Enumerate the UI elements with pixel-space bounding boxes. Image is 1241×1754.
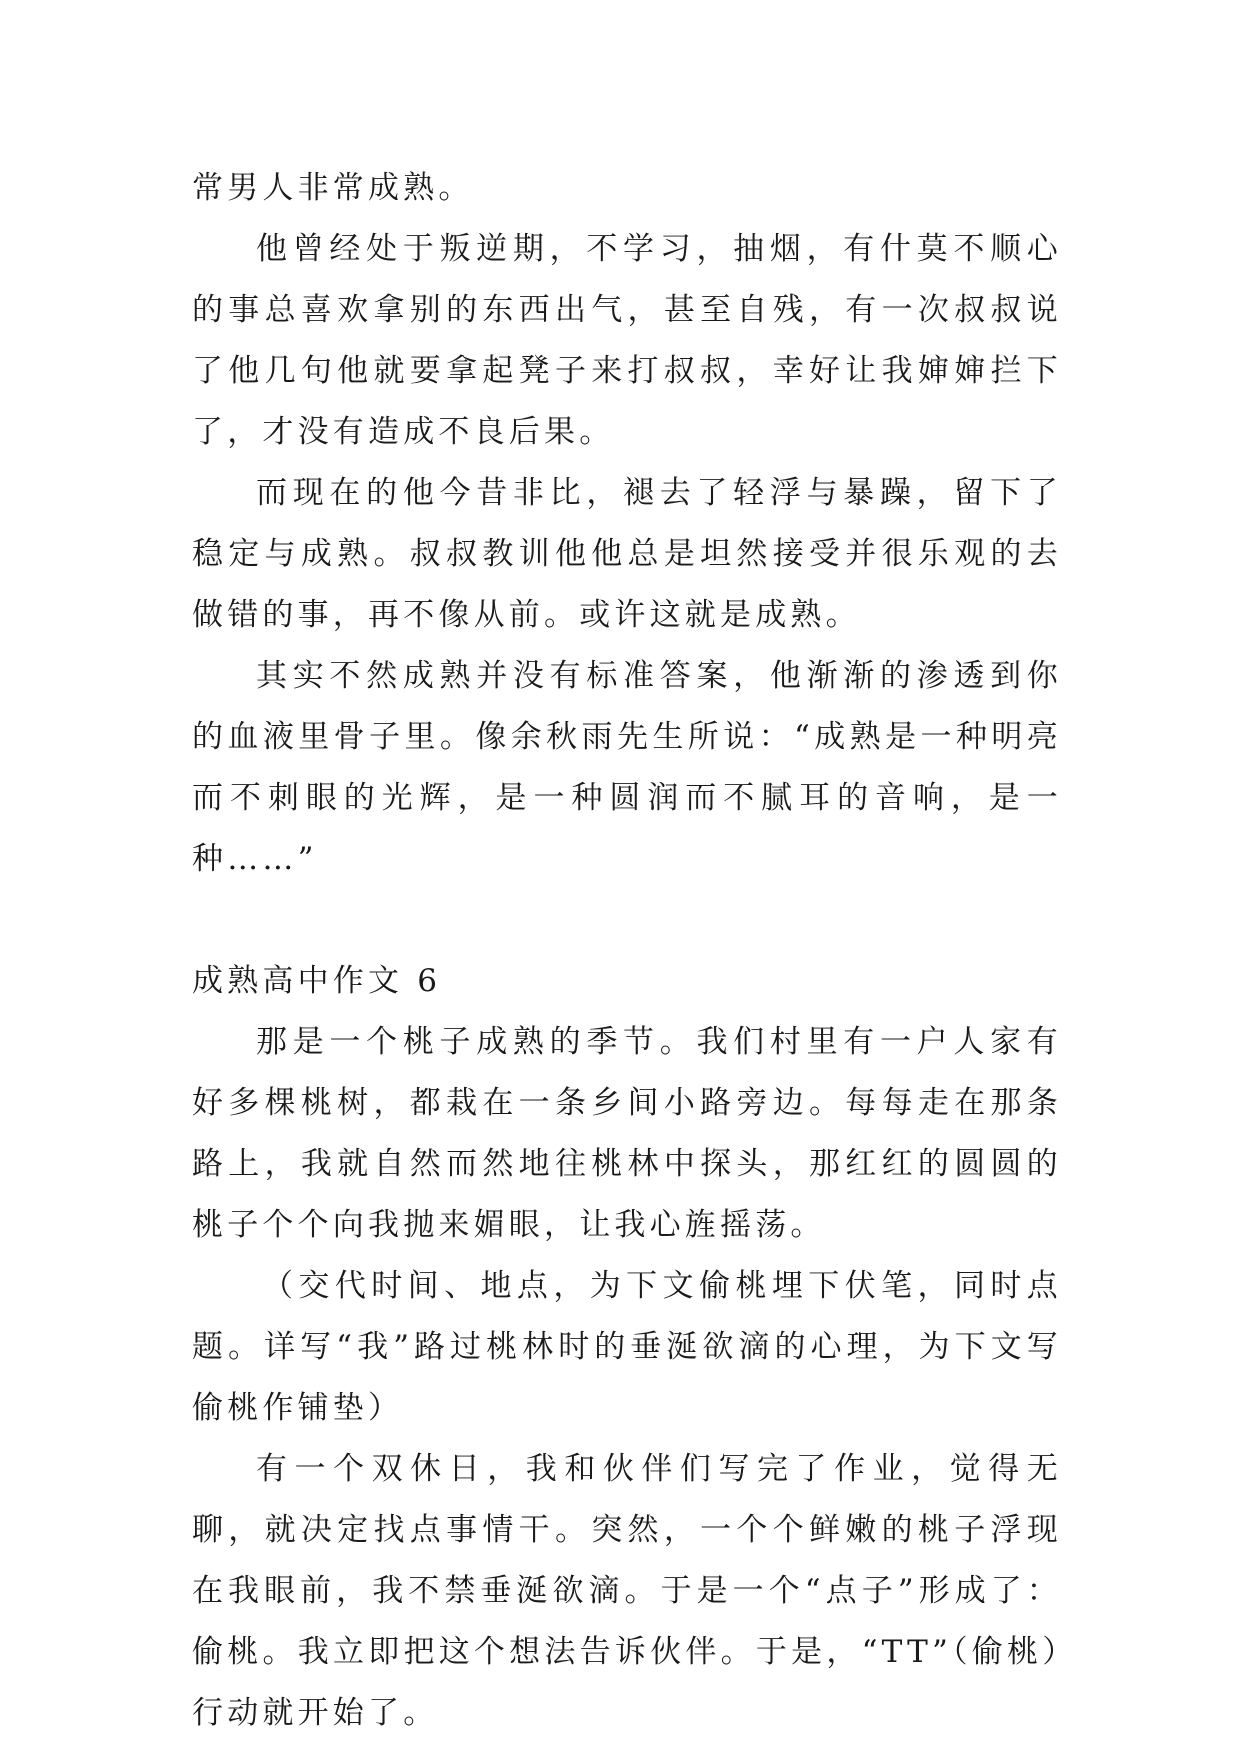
- section-title: 成熟高中作文 6: [192, 963, 442, 999]
- paragraph-weekend-plan: 有一个双休日，我和伙伴们写完了作业，觉得无聊，就决定找点事情干。突然，一个个鲜嫩的桃子浮现在我眼前，我不禁垂涎欲滴。于是一个“点子”形成了：偷桃。我立即把这个想法告诉伙伴。于是，“TT”（偷桃）行动就开始了。: [192, 1451, 1062, 1731]
- paragraph-continuation: 常男人非常成熟。: [192, 170, 474, 206]
- paragraph-commentary-note: （交代时间、地点，为下文偷桃埋下伏笔，同时点题。详写“我”路过桃林时的垂涎欲滴的心理，为下文写偷桃作铺垫）: [192, 1268, 1062, 1426]
- paragraph-peach-season: 那是一个桃子成熟的季节。我们村里有一户人家有好多棵桃树，都栽在一条乡间小路旁边。每每走在那条路上，我就自然而然地往桃林中探头，那红红的圆圆的桃子个个向我抛来媚眼，让我心旌摇荡。: [192, 1024, 1062, 1243]
- essay-body: [192, 158, 1062, 1744]
- paragraph-present-maturity: 而现在的他今昔非比，褪去了轻浮与暴躁，留下了稳定与成熟。叔叔教训他他总是坦然接受并很乐观的去做错的事，再不像从前。或许这就是成熟。: [192, 475, 1062, 633]
- paragraph-rebellious-past: 他曾经处于叛逆期，不学习，抽烟，有什莫不顺心的事总喜欢拿别的东西出气，甚至自残，有一次叔叔说了他几句他就要拿起凳子来打叔叔，幸好让我婶婶拦下了，才没有造成不良后果。: [192, 231, 1062, 450]
- paragraph-yu-qiuyu-quote: 其实不然成熟并没有标准答案，他渐渐的渗透到你的血液里骨子里。像余秋雨先生所说：“成熟是一种明亮而不刺眼的光辉，是一种圆润而不腻耳的音响，是一种……”: [192, 658, 1062, 877]
